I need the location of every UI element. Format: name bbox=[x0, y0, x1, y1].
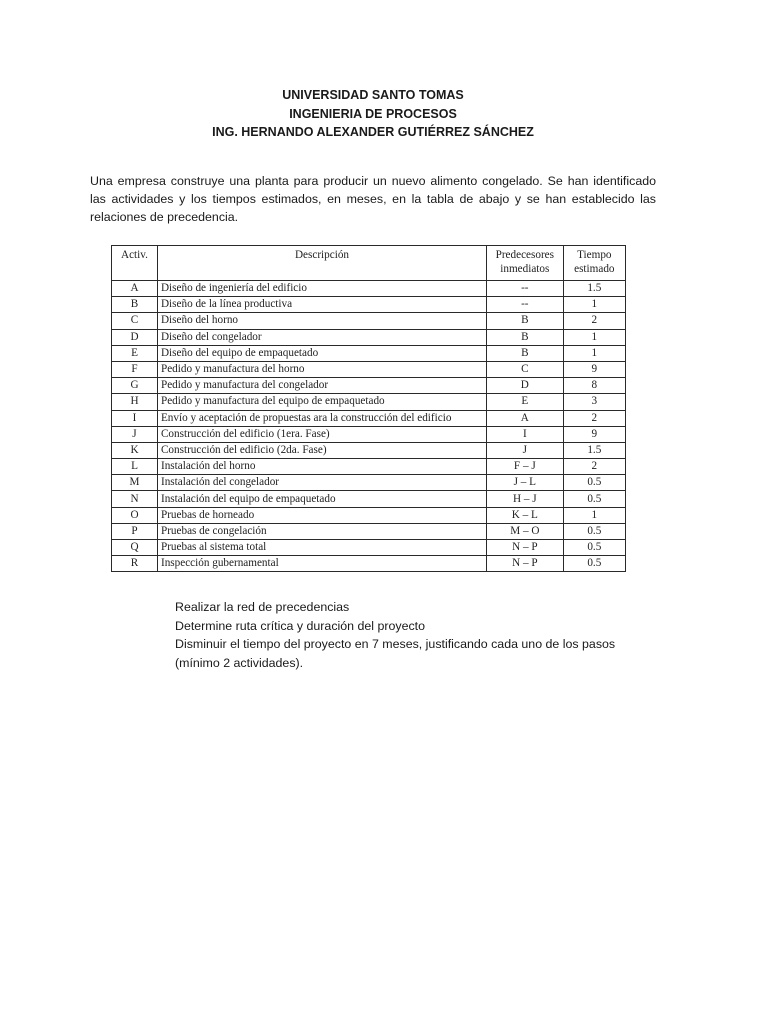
activity-cell: J bbox=[112, 426, 158, 442]
description-cell: Diseño del congelador bbox=[157, 329, 486, 345]
time-cell: 2 bbox=[563, 459, 625, 475]
description-cell: Pedido y manufactura del horno bbox=[157, 361, 486, 377]
table-row bbox=[112, 556, 626, 572]
table-row bbox=[112, 459, 626, 475]
col-header-time-line2: estimado bbox=[574, 263, 615, 275]
activity-cell: A bbox=[112, 281, 158, 297]
predecessors-cell: -- bbox=[487, 297, 564, 313]
description-cell: Diseño de la línea productiva bbox=[157, 297, 486, 313]
predecessors-cell: I bbox=[487, 426, 564, 442]
university-name: UNIVERSIDAD SANTO TOMAS bbox=[282, 88, 464, 102]
predecessors-cell: B bbox=[487, 345, 564, 361]
description-cell: Instalación del horno bbox=[157, 459, 486, 475]
time-cell: 1 bbox=[563, 507, 625, 523]
description-cell: Pruebas de horneado bbox=[157, 507, 486, 523]
time-cell: 0.5 bbox=[563, 523, 625, 539]
table-row bbox=[112, 281, 626, 297]
time-cell: 1.5 bbox=[563, 281, 625, 297]
predecessors-cell: M – O bbox=[487, 523, 564, 539]
col-header-predecessors-line2: inmediatos bbox=[500, 263, 550, 275]
predecessors-cell: E bbox=[487, 394, 564, 410]
description-cell: Construcción del edificio (1era. Fase) bbox=[157, 426, 486, 442]
time-cell: 1 bbox=[563, 297, 625, 313]
time-cell: 1.5 bbox=[563, 442, 625, 458]
col-header-predecessors bbox=[487, 246, 564, 281]
activity-cell: Q bbox=[112, 540, 158, 556]
activity-cell: G bbox=[112, 378, 158, 394]
table-row bbox=[112, 410, 626, 426]
table-row bbox=[112, 329, 626, 345]
description-cell: Instalación del equipo de empaquetado bbox=[157, 491, 486, 507]
time-cell: 0.5 bbox=[563, 540, 625, 556]
activity-cell: H bbox=[112, 394, 158, 410]
description-cell: Diseño del equipo de empaquetado bbox=[157, 345, 486, 361]
document-header bbox=[0, 86, 746, 142]
activity-cell: B bbox=[112, 297, 158, 313]
col-header-time-line1: Tiempo bbox=[577, 249, 612, 261]
predecessors-cell: K – L bbox=[487, 507, 564, 523]
predecessors-cell: N – P bbox=[487, 556, 564, 572]
table-row bbox=[112, 378, 626, 394]
table-row bbox=[112, 297, 626, 313]
table-row bbox=[112, 394, 626, 410]
col-header-description: Descripción bbox=[157, 246, 486, 281]
predecessors-cell: F – J bbox=[487, 459, 564, 475]
activity-cell: P bbox=[112, 523, 158, 539]
time-cell: 8 bbox=[563, 378, 625, 394]
instructor-name: ING. HERNANDO ALEXANDER GUTIÉRREZ SÁNCHEZ bbox=[212, 125, 534, 139]
description-cell: Inspección gubernamental bbox=[157, 556, 486, 572]
predecessors-cell: N – P bbox=[487, 540, 564, 556]
description-cell: Envío y aceptación de propuestas ara la construcción del edificio bbox=[157, 410, 486, 426]
predecessors-cell: -- bbox=[487, 281, 564, 297]
description-cell: Pruebas al sistema total bbox=[157, 540, 486, 556]
task-item: Realizar la red de precedencias bbox=[175, 600, 350, 614]
table-row bbox=[112, 491, 626, 507]
predecessors-cell: B bbox=[487, 329, 564, 345]
predecessors-cell: D bbox=[487, 378, 564, 394]
time-cell: 1 bbox=[563, 329, 625, 345]
table-row bbox=[112, 540, 626, 556]
table-body bbox=[112, 281, 626, 572]
table-header-row bbox=[112, 246, 626, 281]
description-cell: Instalación del congelador bbox=[157, 475, 486, 491]
time-cell: 1 bbox=[563, 345, 625, 361]
col-header-time bbox=[563, 246, 625, 281]
table-row bbox=[112, 442, 626, 458]
task-item: Determine ruta crítica y duración del proyecto bbox=[175, 618, 425, 633]
description-cell: Pedido y manufactura del equipo de empaquetado bbox=[157, 394, 486, 410]
table-row bbox=[112, 475, 626, 491]
time-cell: 0.5 bbox=[563, 491, 625, 507]
predecessors-cell: J bbox=[487, 442, 564, 458]
activity-cell: M bbox=[112, 475, 158, 491]
predecessors-cell: H – J bbox=[487, 491, 564, 507]
activity-cell: R bbox=[112, 556, 158, 572]
predecessors-cell: B bbox=[487, 313, 564, 329]
task-list bbox=[175, 598, 645, 672]
col-header-activity: Activ. bbox=[112, 246, 158, 281]
time-cell: 3 bbox=[563, 394, 625, 410]
table-row bbox=[112, 361, 626, 377]
col-header-predecessors-line1: Predecesores bbox=[495, 249, 555, 261]
activity-cell: C bbox=[112, 313, 158, 329]
intro-paragraph: Una empresa construye una planta para producir un nuevo alimento congelado. Se han identificado las actividades y los tiempos estimados, en meses, en la tabla de abajo y se han establecido las relaciones de precedencia. bbox=[90, 174, 656, 224]
activity-cell: N bbox=[112, 491, 158, 507]
predecessors-cell: J – L bbox=[487, 475, 564, 491]
description-cell: Construcción del edificio (2da. Fase) bbox=[157, 442, 486, 458]
time-cell: 9 bbox=[563, 361, 625, 377]
activity-cell: L bbox=[112, 459, 158, 475]
activities-table bbox=[111, 245, 626, 572]
table-row bbox=[112, 523, 626, 539]
activity-cell: F bbox=[112, 361, 158, 377]
table-row bbox=[112, 507, 626, 523]
time-cell: 0.5 bbox=[563, 475, 625, 491]
table-row bbox=[112, 345, 626, 361]
description-cell: Diseño del horno bbox=[157, 313, 486, 329]
predecessors-cell: C bbox=[487, 361, 564, 377]
activity-cell: I bbox=[112, 410, 158, 426]
table-row bbox=[112, 426, 626, 442]
table-row bbox=[112, 313, 626, 329]
course-name: INGENIERIA DE PROCESOS bbox=[289, 106, 457, 121]
predecessors-cell: A bbox=[487, 410, 564, 426]
activity-cell: D bbox=[112, 329, 158, 345]
task-item: Disminuir el tiempo del proyecto en 7 meses, justificando cada uno de los pasos (mínimo 2 actividades). bbox=[175, 637, 616, 670]
activity-cell: E bbox=[112, 345, 158, 361]
time-cell: 2 bbox=[563, 410, 625, 426]
description-cell: Pedido y manufactura del congelador bbox=[157, 378, 486, 394]
time-cell: 9 bbox=[563, 426, 625, 442]
activity-cell: K bbox=[112, 442, 158, 458]
time-cell: 0.5 bbox=[563, 556, 625, 572]
time-cell: 2 bbox=[563, 313, 625, 329]
description-cell: Diseño de ingeniería del edificio bbox=[157, 281, 486, 297]
activity-cell: O bbox=[112, 507, 158, 523]
description-cell: Pruebas de congelación bbox=[157, 523, 486, 539]
